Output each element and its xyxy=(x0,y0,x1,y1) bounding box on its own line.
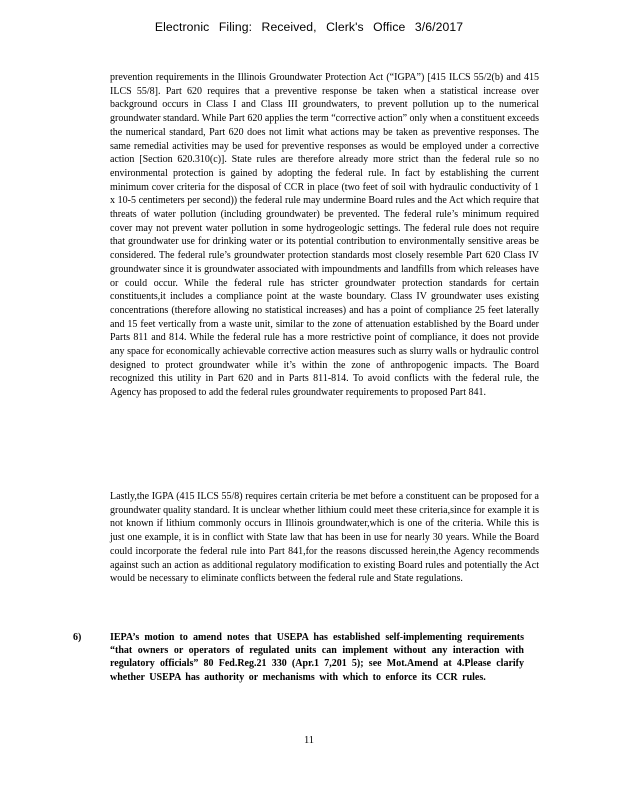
body-paragraph-2: Lastly,the IGPA (415 ILCS 55/8) requires certain criteria be met before a constituent can be proposed for a groundwater quality standard. It is unclear whether lithium could meet these criteria,since for example it is not known if lithium commonly occurs in Illinois groundwater,which is one of the criteria. While this is just one example, it is in conflict with State law that has been in use for nearly 30 years. While the Board could incorporate the federal rule into Part 841,for the reasons discussed herein,the Agency recommends against such an action as additional regulatory modification to existing Board rules and potentially the Act would be necessary to eliminate conflicts between the federal rule and State regulations. xyxy=(110,491,539,585)
question-number: 6) xyxy=(73,632,82,643)
page-number: 11 xyxy=(303,735,315,746)
question-text: IEPA’s motion to amend notes that USEPA has established self-implementing requirements “that owners or operators of regulated units can implement without any interaction with regulatory officials” 80 Fed.Reg.21 330 (Apr.1 7,201 5); see Mot.Amend at 4.Please clarify whether USEPA has authority or mechanisms with which to enforce its CCR rules. xyxy=(110,632,524,683)
filing-header: Electronic Filing: Received, Clerk's Office 3/6/2017 xyxy=(154,20,464,34)
body-paragraph-1: prevention requirements in the Illinois Groundwater Protection Act (“IGPA”) [415 ILCS 55/2(b) and 415 ILCS 55/8]. Part 620 requires that a preventive response be taken when a statistical increase over background occurs in Class I and Class III groundwaters, to prevent pollution up to the numerical groundwater standard. While Part 620 applies the term “corrective action” only when a constituent exceeds the numerical standard, Part 620 does not limit what actions may be taken as preventive responses. The same remedial activities may be used for preventive responses as would be employed under a corrective action [Section 620.310(c)]. State rules are therefore already more strict than the federal rule so no environmental protection is gained by adopting the federal rule. In fact by establishing the current minimum cover criteria for the disposal of CCR in place (two feet of soil with hydraulic conductivity of 1 x 10-5 centimeters per second)) the federal rule may undermine Board rules and the Act which require that threats of water pollution (including groundwater) be prevented. The federal rule’s minimum required cover may not prevent water pollution in some hydrogeologic settings. The federal rule does not require that groundwater use for drinking water or its potential contribution to environmentally sensitive areas be considered. The federal rule’s groundwater protection standards most closely resemble Part 620 Class IV groundwater since it is groundwater associated with impoundments and landfills from which releases have or could occur. While the federal rule has stricter groundwater protection standards for certain constituents,it includes a compliance point at the waste boundary. Class IV groundwater uses existing concentrations (therefore allowing no statistical increases) and has a point of compliance 25 feet laterally and 15 feet vertically from a waste unit, similar to the zone of attenuation established by the Board under Parts 811 and 814. While the federal rule has a more restrictive point of compliance, it does not provide any space for economically achievable corrective action measures such as slurry walls or hydraulic control designed to protect groundwater while it’s within the zone of anthropogenic impacts. The Board recognized this utility in Part 620 and in Parts 811-814. To avoid conflicts with the federal rule, the Agency has proposed to add the federal rules groundwater requirements to proposed Part 841. xyxy=(110,72,539,399)
